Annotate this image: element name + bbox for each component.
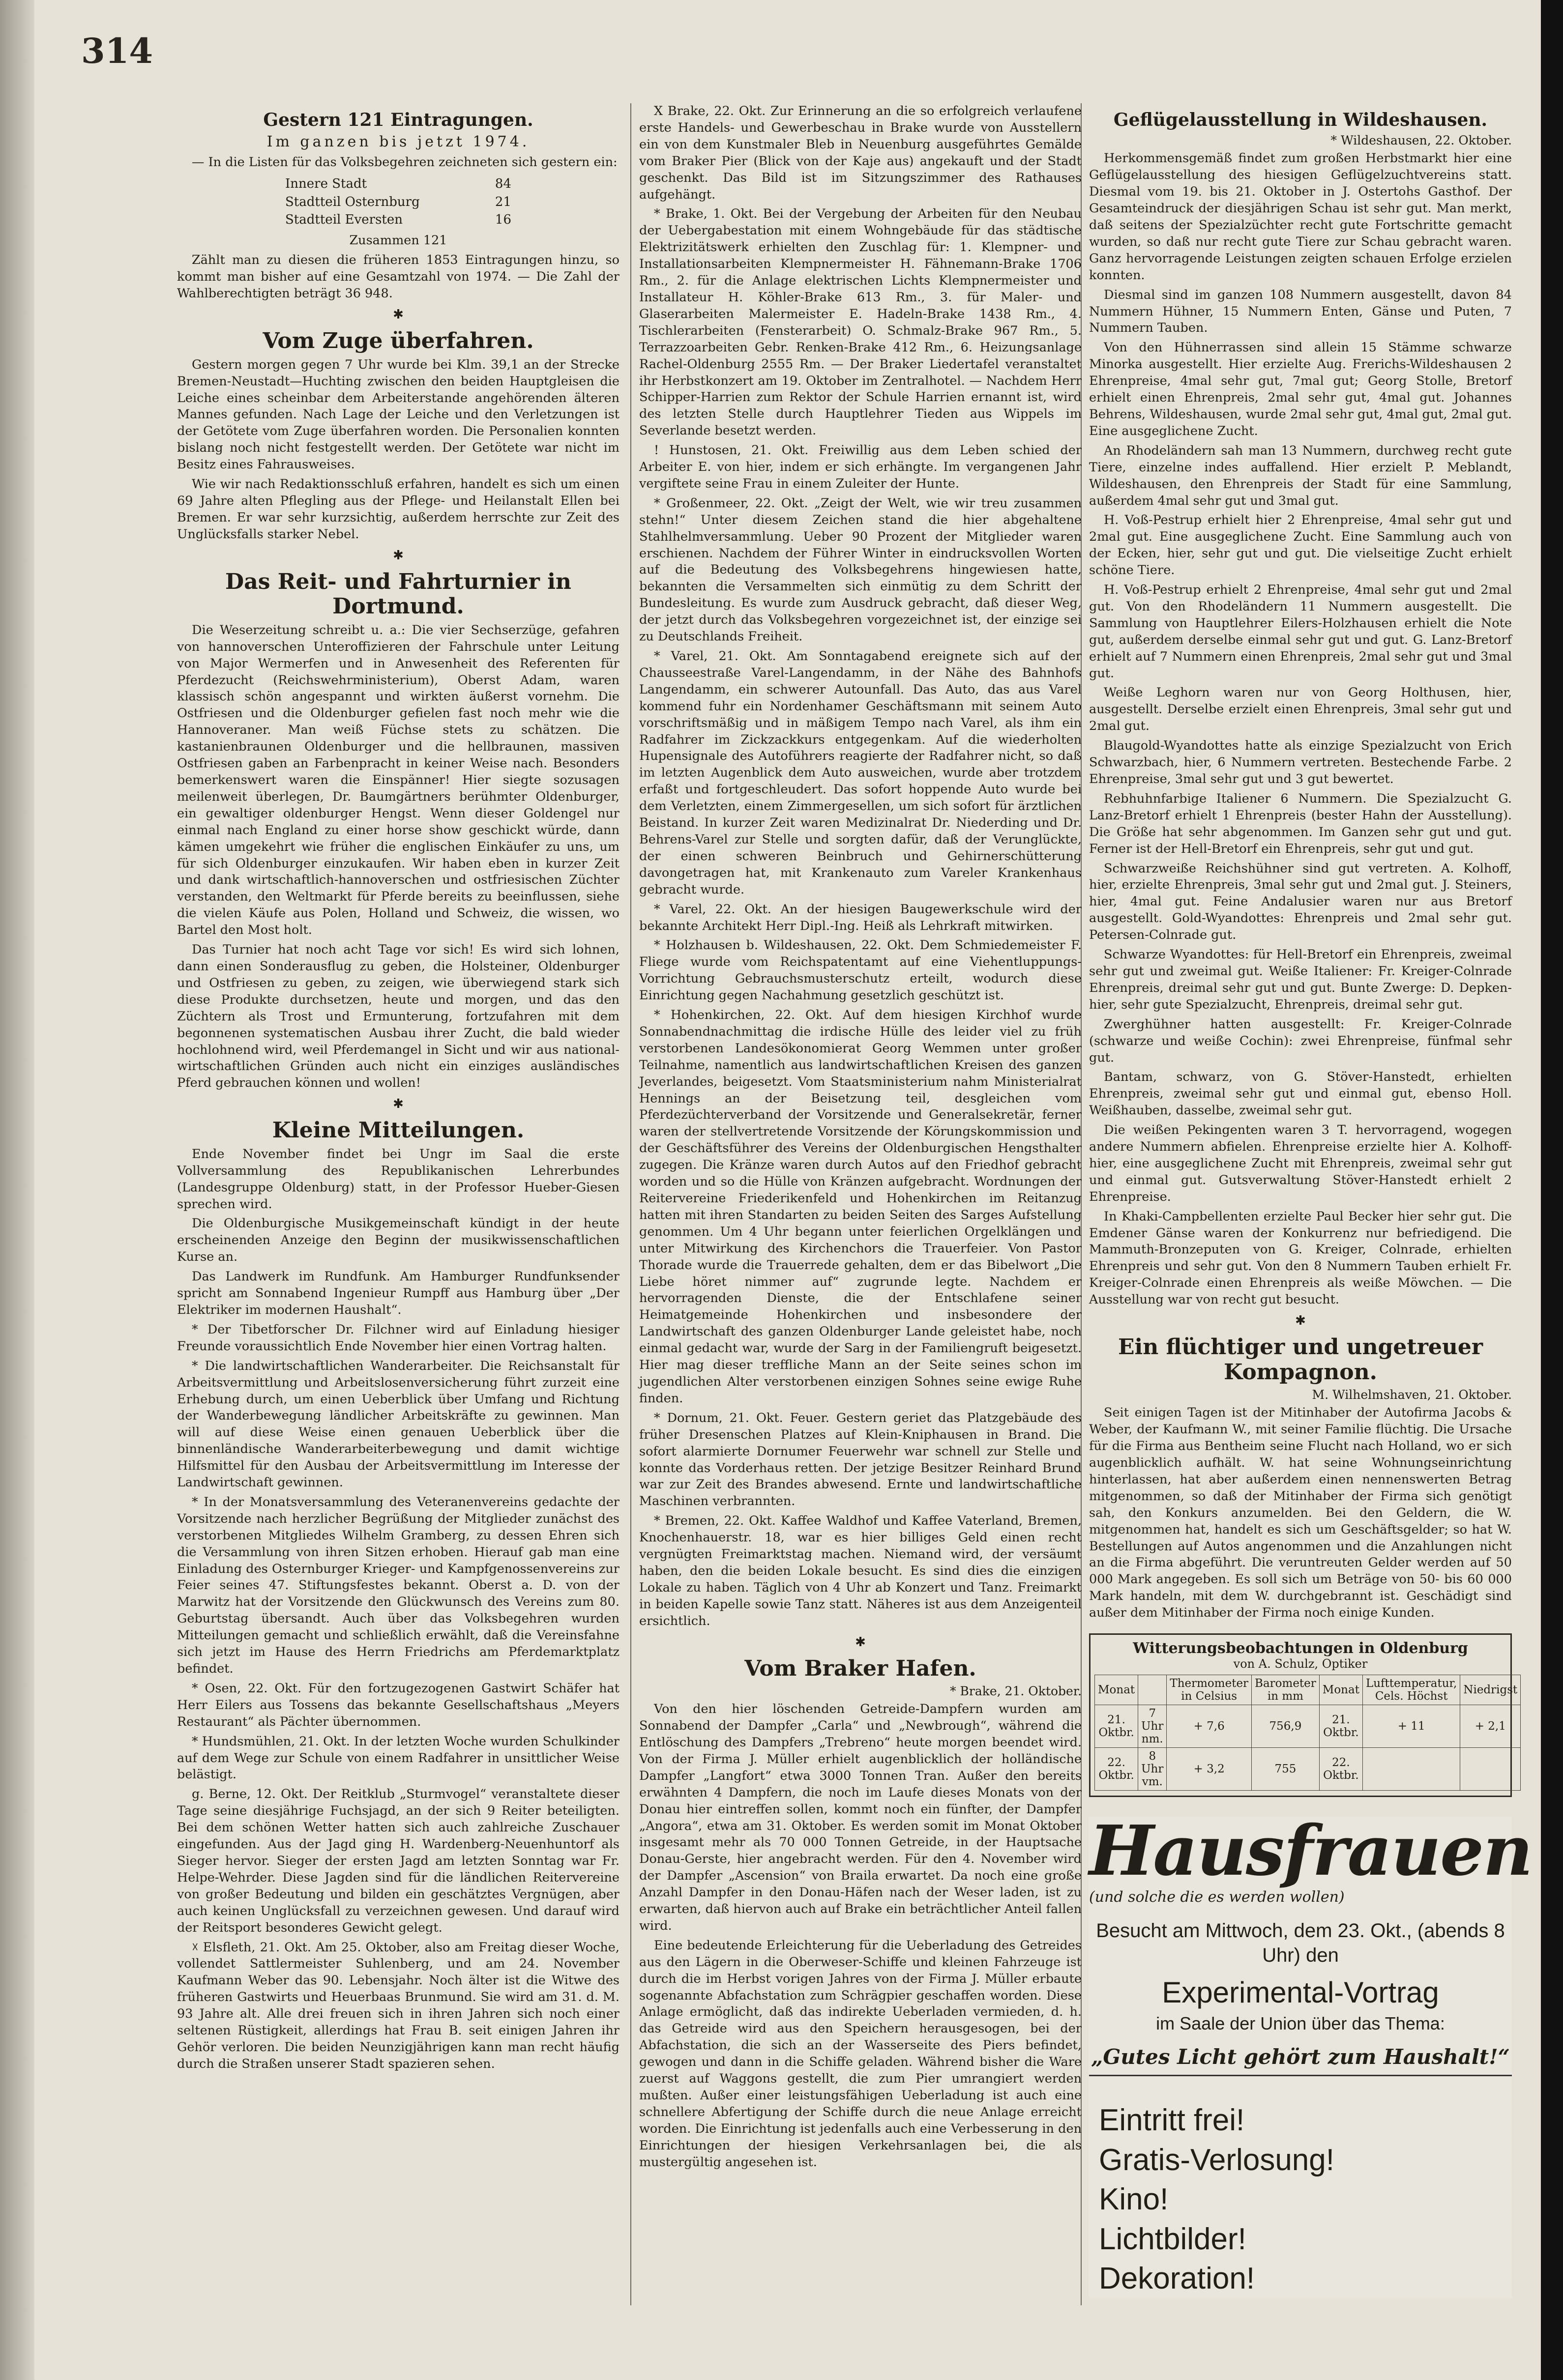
weather-table xyxy=(1094,1675,1521,1791)
paragraph: Von den hier löschenden Getreide-Dampfern wurden am Sonnabend der Dampfer „Carla“ und „Newbrough“, während die Entlöschung des Dampfers „Trebreno“ heute morgen beendet wird. Von der Firma J. Müller erhielt augenblicklich der holländische Dampfer „Langfort“ etwa 3000 Tonnen Tran. Außer den bereits erwähnten 4 Dampfern, die noch im Laufe dieses Monats von der Donau hier eintreffen sollen, kommt noch ein fünfter, der Dampfer „Angora“, etwa am 31. Oktober. Es werden somit im Monat Oktober insgesamt mehr als 70 000 Tonnen Getreide, in der Hauptsache Donau-Gerste, hier angebracht werden. Für den 4. November wird der Dampfer „Ascension“ von Braila erwartet. Da noch eine große Anzahl Dampfer in den Donau-Häfen nach der Weser laden, ist zu erwarten, daß hiervon auch auf Brake ein beträchtlicher Anteil fallen wird. xyxy=(639,1702,1082,1933)
weather-table-box xyxy=(1089,1633,1518,1797)
headline: Gestern 121 Eintragungen. xyxy=(263,110,533,130)
headline: Geflügelausstellung in Wildeshausen. xyxy=(1113,110,1488,130)
paragraph: Gestern morgen gegen 7 Uhr wurde bei Klm. 39,1 an der Strecke Bremen-Neustadt—Huchting zwischen den beiden Hauptgleisen die Leiche eines scheinbar dem Arbeiterstande angehörenden älteren Mannes gefunden. Nach Lage der Leiche und den Verletzungen ist der Getötete vom Zuge überfahren worden. Die Personalien konnten bislang noch nicht festgestellt werden. Der Getötete war nicht im Besitz eines Fahrausweises. xyxy=(177,357,619,472)
weather-title: Witterungsbeobachtungen in Oldenburg xyxy=(1133,1640,1468,1657)
paragraph: Schwarzweiße Reichshühner sind gut vertreten. A. Kolhoff, hier, erzielte Ehrenpreis, 3mal sehr gut und 2mal gut. J. Steiners, hier, 4mal gut. Feine Andalusier waren nur aus Bretorf ausgestellt. Gold-Wyandottes: Ehrenpreis und 2mal sehr gut. Petersen-Colnrade gut. xyxy=(1089,861,1512,943)
paragraph: * Osen, 22. Okt. Für den fortzugezogenen Gastwirt Schäfer hat Herr Eilers aus Tossens das bekannte Gesellschaftshaus „Meyers Restaurant“ als Pächter übernommen. xyxy=(177,1681,619,1729)
tally-row: Innere Stadt 84 xyxy=(285,176,511,192)
ad-tagline: (und solche die es werden wollen) xyxy=(1089,1888,1345,1906)
paragraph: * Hundsmühlen, 21. Okt. In der letzten Woche wurden Schulkinder auf dem Wege zur Schule von einem Radfahrer in unsittlicher Weise belästigt. xyxy=(177,1734,619,1782)
paragraph: Seit einigen Tagen ist der Mitinhaber der Autofirma Jacobs & Weber, der Kaufmann W., mit seiner Familie flüchtig. Die Ursache für die Firma aus Bentheim seine Flucht nach Holland, wo er sich augenblicklich aufhält. W. hat seine Wohnungseinrichtung hinterlassen, hat aber außerdem einen nennenswerten Betrag mitgenommen, so daß der Mitinhaber der Firma sich genötigt sah, den Konkurs anzumelden. Bei den Geldern, die W. mitgenommen hat, handelt es sich um Geschäftsgelder; so hat W. Bestellungen auf Autos angenommen und die Anzahlungen nicht an die Firma abgeführt. Die veruntreuten Gelder werden auf 50 000 Mark angegeben. Es soll sich um Beträge von 50- bis 60 000 Mark handeln, mit dem W. durchgebrannt ist. Geschädigt sind außer dem Mitinhaber der Firma noch einige Kunden. xyxy=(1089,1405,1512,1621)
table-header-row: Monat Thermometer in Celsius Barometer in mm Monat Lufttemperatur, Cels. Höchst Niedrigst xyxy=(1095,1675,1521,1705)
ad-headline: Experimental-Vortrag xyxy=(1162,1976,1439,2009)
paragraph: Von den Hühnerrassen sind allein 15 Stämme schwarze Minorka ausgestellt. Hier erzielte Aug. Frerichs-Wildeshausen 2 Ehrenpreise, 4mal sehr gut, 7mal gut; Georg Stolle, Bretorf erhielt einen Ehrenpreis, 2mal sehr gut, 4mal gut. Johannes Behrens, Wildeshausen, wurde 2mal sehr gut, 4mal gut, 2mal gut. Eine ausgeglichene Zucht. xyxy=(1089,340,1512,438)
ad-theme: „Gutes Licht gehört zum Haushalt!“ xyxy=(1089,2045,1512,2076)
scanner-edge-right xyxy=(1541,0,1563,2380)
dateline: * Wildeshausen, 22. Oktober. xyxy=(1330,133,1512,148)
paragraph: ☓ Elsfleth, 21. Okt. Am 25. Oktober, also am Freitag dieser Woche, vollendet Sattlermeister Suhlenberg, und am 24. November Kaufmann Weber das 90. Lebensjahr. Noch älter ist die Witwe des früheren Gastwirts und Heuerbaas Brunmund. Sie wird am 31. d. M. 93 Jahre alt. Alle drei freuen sich in ihren Jahren sich noch einer seltenen Rüstigkeit, allerdings hat Frau B. seit einigen Jahren ihr Gehör verloren. Die beiden Neunzigjährigen kann man recht häufig durch die Straßen unserer Stadt spazieren sehen. xyxy=(177,1940,619,2071)
paragraph: * Bremen, 22. Okt. Kaffee Waldhof und Kaffee Vaterland, Bremen, Knochenhauerstr. 18, war es hier billiges Geld einen recht vergnügten Freimarktstag machen. Niemand wird, der versäumt haben, den die beiden Lokale besucht. Es sind dies die einzigen Lokale zu haben. Täglich von 4 Uhr ab Konzert und Tanz. Freimarkt in beiden Kapelle sowie Tanz statt. Näheres ist aus dem Anzeigenteil ersichtlich. xyxy=(639,1513,1082,1628)
paragraph: Bantam, schwarz, von G. Stöver-Hanstedt, erhielten Ehrenpreis, zweimal sehr gut und einmal gut, ebenso Holl. Weißhauben, dasselbe, zweimal sehr gut. xyxy=(1089,1070,1512,1118)
paragraph: g. Berne, 12. Okt. Der Reitklub „Sturmvogel“ veranstaltete dieser Tage seine diesjährige Fuchsjagd, an der sich 9 Reiter beteiligten. Bei dem schönen Wetter hatten sich auch zahlreiche Zuschauer eingefunden. Aus der Jagd ging H. Wardenberg-Neuenhuntorf als Sieger hervor. Sieger der ersten Jagd am letzten Sonntag war Fr. Helpe-Wehrder. Diese Jagden sind für die ländlichen Reitervereine von großer Bedeutung und bilden ein geschätztes Vergnügen, aber auch keinen Unglücksfall zu verzeichnen gewesen. Und darauf wird der Reitsport besonderes Gewicht gelegt. xyxy=(177,1787,619,1935)
separator-star: ✱ xyxy=(393,307,404,322)
paragraph: Eine bedeutende Erleichterung für die Ueberladung des Getreides aus den Lägern in die Oberweser-Schiffe und kleinen Fahrzeuge ist durch die im Herbst vorigen Jahres von der Firma J. Müller erbaute sogenannte Abfachstation zum Schrägpier geschaffen worden. Diese Anlage ermöglicht, daß das indirekte Ueberladen vermieden, d. h. das Getreide wird aus den Speichern herausgesogen, bei der Abfachstation, die sich an der Wasserseite des Piers befindet, gewogen und dann in die Schiffe geladen. Während bisher die Ware zuerst auf Waggons gestellt, die zum Pier umrangiert werden mußten. Außer einer leistungsfähigen Ueberladung ist auch eine schnellere Abfertigung der Schiffe durch die neue Anlage erreicht worden. Die Einrichtung ist jedenfalls auch eine Verbesserung in den Einrichtungen der hiesigen Verkehrsanlagen bei, die als mustergültig angesehen ist. xyxy=(639,1938,1082,2170)
paragraph: * Holzhausen b. Wildeshausen, 22. Okt. Dem Schmiedemeister F. Fliege wurde vom Reichspatentamt auf eine Viehentluppungs-Vorrichtung Gebrauchsmusterschutz erteilt, wodurch diese Einrichtung gegen Nachahmung gesetzlich geschützt ist. xyxy=(639,938,1082,1003)
paragraph: X Brake, 22. Okt. Zur Erinnerung an die so erfolgreich verlaufene erste Handels- und Gewerbeschau in Brake wurde von Ausstellern ein von dem Kunstmaler Bleb in Neuenburg ausgeführtes Gemälde vom Braker Pier (Blick von der Kaje aus) angekauft und der Stadt geschenkt. Das Bild ist im Sitzungszimmer des Rathauses aufgehängt. xyxy=(639,104,1082,202)
paragraph: Ende November findet bei Ungr im Saal die erste Vollversammlung des Republikanischen Lehrerbundes (Landesgruppe Oldenburg) statt, in der Professor Hueber-Giesen sprechen wird. xyxy=(177,1146,619,1212)
paragraph: H. Voß-Pestrup erhielt 2 Ehrenpreise, 4mal sehr gut und 2mal gut. Von den Rhodeländern 11 Nummern ausgestellt. Die Sammlung von Hauptlehrer Eilers-Holzhausen erhielt die Note gut, außerdem derselbe einmal sehr gut und gut. G. Lanz-Bretorf erhielt auf 7 Nummern einen Ehrenpreis, 2mal sehr gut und 3mal gut. xyxy=(1089,582,1512,681)
weather-byline: von A. Schulz, Optiker xyxy=(1233,1657,1368,1671)
headline: Vom Zuge überfahren. xyxy=(263,328,534,354)
paragraph: * Dornum, 21. Okt. Feuer. Gestern geriet das Platzgebäude des früher Dresenschen Platzes auf Klein-Kniphausen in Brand. Die sofort alarmierte Dornumer Feuerwehr war schnell zur Stelle und konnte das Vorderhaus retten. Der jetzige Besitzer Reinhard Brund war zur Zeit des Brandes abwesend. Ernte und landwirtschaftliche Maschinen verbrannten. xyxy=(639,1410,1082,1509)
paragraph: Weiße Leghorn waren nur von Georg Holthusen, hier, ausgestellt. Derselbe erzielt einen Ehrenpreis, 3mal sehr gut und 2mal gut. xyxy=(1089,685,1512,734)
paragraph: Die Weserzeitung schreibt u. a.: Die vier Sechserzüge, gefahren von hannoverschen Unteroffizieren der Fahrschule unter Leitung von Major Wermerfen und in Anwesenheit des Referenten für Pferdezucht (Reichswehrministerium), Oberst Adam, waren klassisch schön angespannt und wirkten äußerst vornehm. Die Ostfriesen und die Oldenburger gefielen fast noch mehr wie die Hannoveraner. Man weiß Füchse stets zu schätzen. Die kastanienbraunen Oldenburger und die hellbraunen, massiven Ostfriesen gaben an Farbenpracht in keiner Weise nach. Besonders bemerkenswert waren die Einspänner! Hier siegte sozusagen meilenweit überlegen, Dr. Baumgärtners berühmter Oldenburger, ein gewaltiger oldenburger Hengst. Wenn dieser Goldengel nur einmal nach England zu einer horse show geschickt würde, dann kämen umgekehrt wie früher die englischen Einkäufer zu uns, um für sich Oldenburger einzukaufen. Wir haben eben in kurzer Zeit und dank wirtschaftlich-hannoverschen und ostfriesischen Züchter verstanden, den Weltmarkt für Pferde bereits zu beeinflussen, siehe die vielen Käufe aus Polen, Holland und Schweiz, die wissen, wo Bartel den Most holt. xyxy=(177,622,619,938)
paragraph: Die weißen Pekingenten waren 3 T. hervorragend, wogegen andere Nummern abfielen. Ehrenpreise erzielte hier A. Kolhoff-hier, eine ausgeglichene Zucht mit Ehrenpreis, zweimal sehr gut und einmal gut. Gutsverwaltung Stöver-Hanstedt erhielt 2 Ehrenpreise. xyxy=(1089,1123,1512,1204)
paragraph: An Rhodeländern sah man 13 Nummern, durchweg recht gute Tiere, einzelne indes auffallend. Hier erzielt P. Meblandt, Wildeshausen, den Ehrenpreis der Stadt für eine Sammlung, außerdem 4mal sehr gut und 3mal gut. xyxy=(1089,443,1512,508)
advertisement xyxy=(1089,1811,1532,2299)
column-2 xyxy=(639,103,1082,2325)
paragraph: Das Landwerk im Rundfunk. Am Hamburger Rundfunksender spricht am Sonnabend Ingenieur Rumpff aus Hamburg über „Der Elektriker im modernen Haushalt“. xyxy=(177,1269,619,1317)
ad-logo: Hausfrauen xyxy=(1089,1811,1532,1892)
headline: Kleine Mitteilungen. xyxy=(272,1118,525,1143)
column-rule xyxy=(630,103,631,2305)
scanner-edge-left xyxy=(0,0,34,2380)
headline: Das Reit- und Fahrturnier in Dortmund. xyxy=(225,569,571,619)
paragraph: * In der Monatsversammlung des Veteranenvereins gedachte der Vorsitzende nach herzlicher Begrüßung der Mitglieder zunächst des verstorbenen Mitgliedes Wilhelm Gramberg, zu dessen Ehren sich die Versammlung von ihren Sitzen erhoben. Hierauf gab man eine Einladung des Osternburger Krieger- und Kampfgenossenvereins zur Feier seines 47. Stiftungsfestes bekannt. Oberst a. D. von der Marwitz hat der Vorsitzende den Glückwunsch des Vereins zum 80. Geburtstag übersandt. Auch über das Volksbegehren wurden Mitteilungen gemacht und schließlich erwählt, daß die Vereinsfahne sich jetzt im Hause des Herrn Friedrichs am Pferdemarktplatz befindet. xyxy=(177,1494,619,1676)
ad-invite: Besucht am Mittwoch, dem 23. Okt., (abends 8 Uhr) den xyxy=(1096,1920,1505,1967)
separator-star: ✱ xyxy=(393,548,404,563)
tally-row: Stadtteil Osternburg 21 xyxy=(285,194,511,209)
paragraph: * Varel, 22. Okt. An der hiesigen Baugewerkschule wird der bekannte Architekt Herr Dipl.-Ing. Heiß als Lehrkraft mitwirken. xyxy=(639,901,1082,933)
paragraph: Herkommensgemäß findet zum großen Herbstmarkt hier eine Geflügelausstellung des hiesigen Geflügelzuchtvereins statt. Diesmal vom 19. bis 21. Oktober in J. Ostertohs Gasthof. Der Gesamteindruck der diesjährigen Schau ist sehr gut. Man merkt, daß seitens der Spezialzüchter recht gute Fortschritte gemacht wurden, so daß nur recht gute Tiere zur Schau gebracht waren. Ganz hervorragende Leistungen zeigten schauen Erfolge erzielen konnten. xyxy=(1089,151,1512,283)
tally-row: Stadtteil Eversten 16 xyxy=(285,212,511,228)
ad-feature-list xyxy=(1089,2101,1512,2299)
paragraph: * Brake, 1. Okt. Bei der Vergebung der Arbeiten für den Neubau der Uebergabestation mit einem Wohngebäude für das städtische Elektrizitätswerk erhielten den Zuschlag für: 1. Klempner- und Installationsarbeiten Klempnermeister H. Fähnemann-Brake 1706 Rm., 2. für die Anlage elektrischen Lichts Klempnermeister und Installateur H. Köhler-Brake 613 Rm., 3. für Maler- und Glaserarbeiten Malermeister E. Hadeln-Brake 1438 Rm., 4. Tischlerarbeiten (Fensterarbeit) O. Schmalz-Brake 967 Rm., 5. Terrazzoarbeiten Gebr. Renken-Brake 412 Rm., 6. Heizungsanlage Rachel-Oldenburg 2555 Rm. — Der Braker Liedertafel veranstaltet ihr Herbstkonzert am 19. Oktober im Zentralhotel. — Nachdem Herr Schipper-Harrien zum Rektor der Schule Harrien ernannt ist, wird des letzten Stelle durch Hauptlehrer Tieden aus Wippels im Severlande besetzt werden. xyxy=(639,206,1082,438)
paragraph: Die Oldenburgische Musikgemeinschaft kündigt in der heute erscheinenden Anzeige den Beginn der musikwissenschaftlichen Kurse an. xyxy=(177,1216,619,1265)
paragraph: Wie wir nach Redaktionsschluß erfahren, handelt es sich um einen 69 Jahre alten Pflegling aus der Pflege- und Heilanstalt Ellen bei Bremen. Er war sehr kurzsichtig, außerdem herrschte zur Zeit des Unglücksfalls starker Nebel. xyxy=(177,477,619,542)
headline: Ein flüchtiger und ungetreuer Kompagnon. xyxy=(1118,1335,1483,1385)
paragraph: In Khaki-Campbellenten erzielte Paul Becker hier sehr gut. Die Emdener Gänse waren der Konkurrenz nur befriedigend. Die Mammuth-Bronzeputen von G. Kreiger, Colnrade, erhielten Ehrenpreis und sehr gut. Von den 8 Nummern Tauben erhielt Fr. Kreiger-Colnrade einen Ehrenpreis als weiße Möwchen. — Die Ausstellung war von recht gut besucht. xyxy=(1089,1209,1512,1307)
ad-feature: Gratis-Verlosung! xyxy=(1099,2143,1334,2177)
paragraph: * Großenmeer, 22. Okt. „Zeigt der Welt, wie wir treu zusammen stehn!“ Unter diesem Zeichen stand die hier abgehaltene Stahlhelmversammlung. Ueber 90 Prozent der Mitglieder waren erschienen. Nachdem der Führer Winter in eindrucksvollen Worten auf die Bedeutung des Volksbegehrens hingewiesen hatte, bekannten die Versammelten sich einmütig zu dem Schritt der Bundesleitung. Es wurde zum Ausdruck gebracht, daß dieser Weg, der jetzt durch das Volksbegehren vorgezeichnet ist, der einzige sei zu Deutschlands Freiheit. xyxy=(639,495,1082,644)
dateline: * Brake, 21. Oktober. xyxy=(950,1684,1082,1699)
paragraph: * Der Tibetforscher Dr. Filchner wird auf Einladung hiesiger Freunde voraussichtlich Ende November hier einen Vortrag halten. xyxy=(177,1322,619,1354)
ad-venue: im Saale der Union über das Thema: xyxy=(1156,2013,1445,2034)
paragraph: Schwarze Wyandottes: für Hell-Bretorf ein Ehrenpreis, zweimal sehr gut und zweimal gut. Weiße Italiener: Fr. Kreiger-Colnrade Ehrenpreis, dreimal sehr gut und gut. Bunte Zwerge: D. Depken-hier, sehr gute Spezialzucht, Ehrenpreis, dreimal sehr gut. xyxy=(1089,947,1512,1012)
paragraph: Diesmal sind im ganzen 108 Nummern ausgestellt, davon 84 Nummern Hühner, 15 Nummern Enten, Gänse und Puten, 7 Nummern Tauben. xyxy=(1089,287,1512,336)
paragraph: Das Turnier hat noch acht Tage vor sich! Es wird sich lohnen, dann einen Sonderausflug zu geben, die Holsteiner, Oldenburger und Ostfriesen zu geben, zu zeigen, wie überwiegend stark sich diese Produkte durchsetzen, heute und morgen, und das den Züchtern als Trost und Ermunterung, fortzufahren mit dem begonnenen systematischen Ausbau ihrer Zucht, die bald wieder hochlohnend wird, weil Pferdemangel in Sicht und wir aus national-wirtschaftlichen Gründen auch nicht ein einziges ausländisches Pferd gebrauchen können und wollen! xyxy=(177,942,619,1091)
dateline: M. Wilhelmshaven, 21. Oktober. xyxy=(1312,1388,1512,1402)
paragraph: * Die landwirtschaftlichen Wanderarbeiter. Die Reichsanstalt für Arbeitsvermittlung und Arbeitslosenversicherung führt zurzeit eine Erhebung durch, um einen Ueberblick über Umfang und Richtung der Wanderbewegung ländlicher Arbeitskräfte zu gewinnen. Man will auf diese Weise einen genauen Ueberblick über die binnenländische Wanderarbeiterbewegung und damit wichtige Hilfsmittel für den Ausbau der Arbeitsvermittlung im Interesse der Landwirtschaft gewinnen. xyxy=(177,1358,619,1490)
paragraph: Zählt man zu diesen die früheren 1853 Eintragungen hinzu, so kommt man bisher auf eine Gesamtzahl von 1974. — Die Zahl der Wahlberechtigten beträgt 36 948. xyxy=(177,253,619,301)
paragraph: ! Hunstosen, 21. Okt. Freiwillig aus dem Leben schied der Arbeiter E. von hier, indem er sich erhängte. Im vergangenen Jahr vergiftete seine Frau in einem Zuleiter der Hunte. xyxy=(639,443,1082,491)
table-row: 22. Oktbr. 8 Uhr vm. + 3,2 755 22. Oktbr. xyxy=(1095,1748,1521,1791)
paragraph: Rebhuhnfarbige Italiener 6 Nummern. Die Spezialzucht G. Lanz-Bretorf erhielt 1 Ehrenpreis (bester Hahn der Ausstellung). Die Größe hat sehr abgenommen. Im Ganzen sehr gut und gut. Ferner ist der Hell-Bretorf ein Ehrenpreis, sehr gut und gut. xyxy=(1089,791,1512,856)
column-3 xyxy=(1089,103,1532,2325)
ad-feature: Dekoration! xyxy=(1099,2262,1255,2296)
headline: Vom Braker Hafen. xyxy=(744,1655,976,1681)
tally-list xyxy=(285,175,619,229)
paragraph: Blaugold-Wyandottes hatte als einzige Spezialzucht von Erich Schwarzbach, hier, 6 Nummern vertreten. Bestechende Farbe. 2 Ehrenpreise, 3mal sehr gut und 3 gut bewertet. xyxy=(1089,738,1512,787)
ad-feature: Kino! xyxy=(1099,2182,1169,2217)
table-row: 21. Oktbr. 7 Uhr nm. + 7,6 756,9 21. Oktbr. + 11 + 2,1 xyxy=(1095,1705,1521,1748)
paragraph: — In die Listen für das Volksbegehren zeichneten sich gestern ein: xyxy=(192,155,618,170)
subheadline: Im ganzen bis jetzt 1974. xyxy=(266,133,530,151)
paragraph: H. Voß-Pestrup erhielt hier 2 Ehrenpreise, 4mal sehr gut und 2mal gut. Eine ausgeglichene Zucht. Eine Sammlung auch von der Ecken, hier, sehr gut und gut. Die vielseitige Zucht erhielt schöne Tiere. xyxy=(1089,513,1512,578)
separator-star: ✱ xyxy=(393,1097,404,1112)
ad-feature: Lichtbilder! xyxy=(1099,2222,1246,2256)
page-number: 314 xyxy=(81,30,153,71)
paragraph: * Varel, 21. Okt. Am Sonntagabend ereignete sich auf der Chausseestraße Varel-Langendamm, in der Nähe des Bahnhofs Langendamm, ein schwerer Autounfall. Das Auto, das aus Varel kommend fuhr ein Nordenhamer Geschäftsmann mit seinem Auto vorschriftsmäßig und in mäßigem Tempo nach Varel, als ihm ein Radfahrer im Zickzackkurs entgegenkam. Auf die wiederholten Hupensignale des Autoführers reagierte der Radfahrer nicht, so daß im letzten Augenblick dem Auto ausweichen, wurde aber trotzdem erfaßt und fortgeschleudert. Das sofort hoppende Auto wurde bei dem Verletzten, einem Zimmergesellen, um sich sofort für ärztlichen Beistand. In kurzer Zeit waren Medizinalrat Dr. Niederding und Dr. Behrens-Varel zur Stelle und sorgten dafür, daß der Verunglückte, der einen schweren Beinbruch und Gehirnerschütterung davongetragen hat, mit Krankenauto zum Vareler Krankenhaus gebracht wurde. xyxy=(639,649,1082,897)
tally-total: Zusammen 121 xyxy=(349,233,447,248)
ad-feature: Eintritt frei! xyxy=(1099,2103,1245,2138)
paragraph: * Hohenkirchen, 22. Okt. Auf dem hiesigen Kirchhof wurde Sonnabendnachmittag die irdische Hülle des leider viel zu früh verstorbenen Landesökonomierat Georg Wemmen unter großer Teilnahme, namentlich aus landwirtschaftlichen Kreisen des ganzen Jeverlandes, beigesetzt. Vom Staatsministerium nahm Ministerialrat Hennings an der Beisetzung teil, desgleichen vom Pferdezüchterverband der Vorsitzende und Generalsekretär, ferner waren der stellvertretende Vorsitzende der Körungskommission und der Geschäftsführer des Vereins der Oldenburgischen Hengsthalter zugegen. Die Kränze waren durch Autos auf den Friedhof gebracht worden und so die Hülle von Kränzen aufgebracht. Wordnungen der Reitervereine Friederikenfeld und Hohenkirchen im Reitanzug hatten mit ihren Standarten zu beiden Seiten des Sarges Aufstellung genommen. Um 4 Uhr begann unter feierlichen Orgelklängen und unter Mitwirkung des Kirchenchors die Trauerfeier. Von Pastor Thorade wurde die Trauerrede gehalten, dem er das Bibelwort „Die Liebe höret nimmer auf“ zugrunde legte. Nachdem er hervorragenden Dienste, die der Entschlafene seiner Heimatgemeinde Hohenkirchen und insbesondere der Landwirtschaft des ganzen Oldenburger Lande geleistet habe, noch einmal gedacht war, wurde der Sarg in der Familiengruft beigesetzt. Hier mag dieser treffliche Mann an der Seite seines schon im jugendlichen Alter verstorbenen einzigen Sohnes seine ewige Ruhe finden. xyxy=(639,1008,1082,1406)
separator-star: ✱ xyxy=(855,1634,866,1650)
column-1 xyxy=(177,103,619,2325)
paragraph: Zwerghühner hatten ausgestellt: Fr. Kreiger-Colnrade (schwarze und weiße Cochin): zwei Ehrenpreise, fünfmal sehr gut. xyxy=(1089,1016,1512,1065)
separator-star: ✱ xyxy=(1295,1313,1306,1329)
